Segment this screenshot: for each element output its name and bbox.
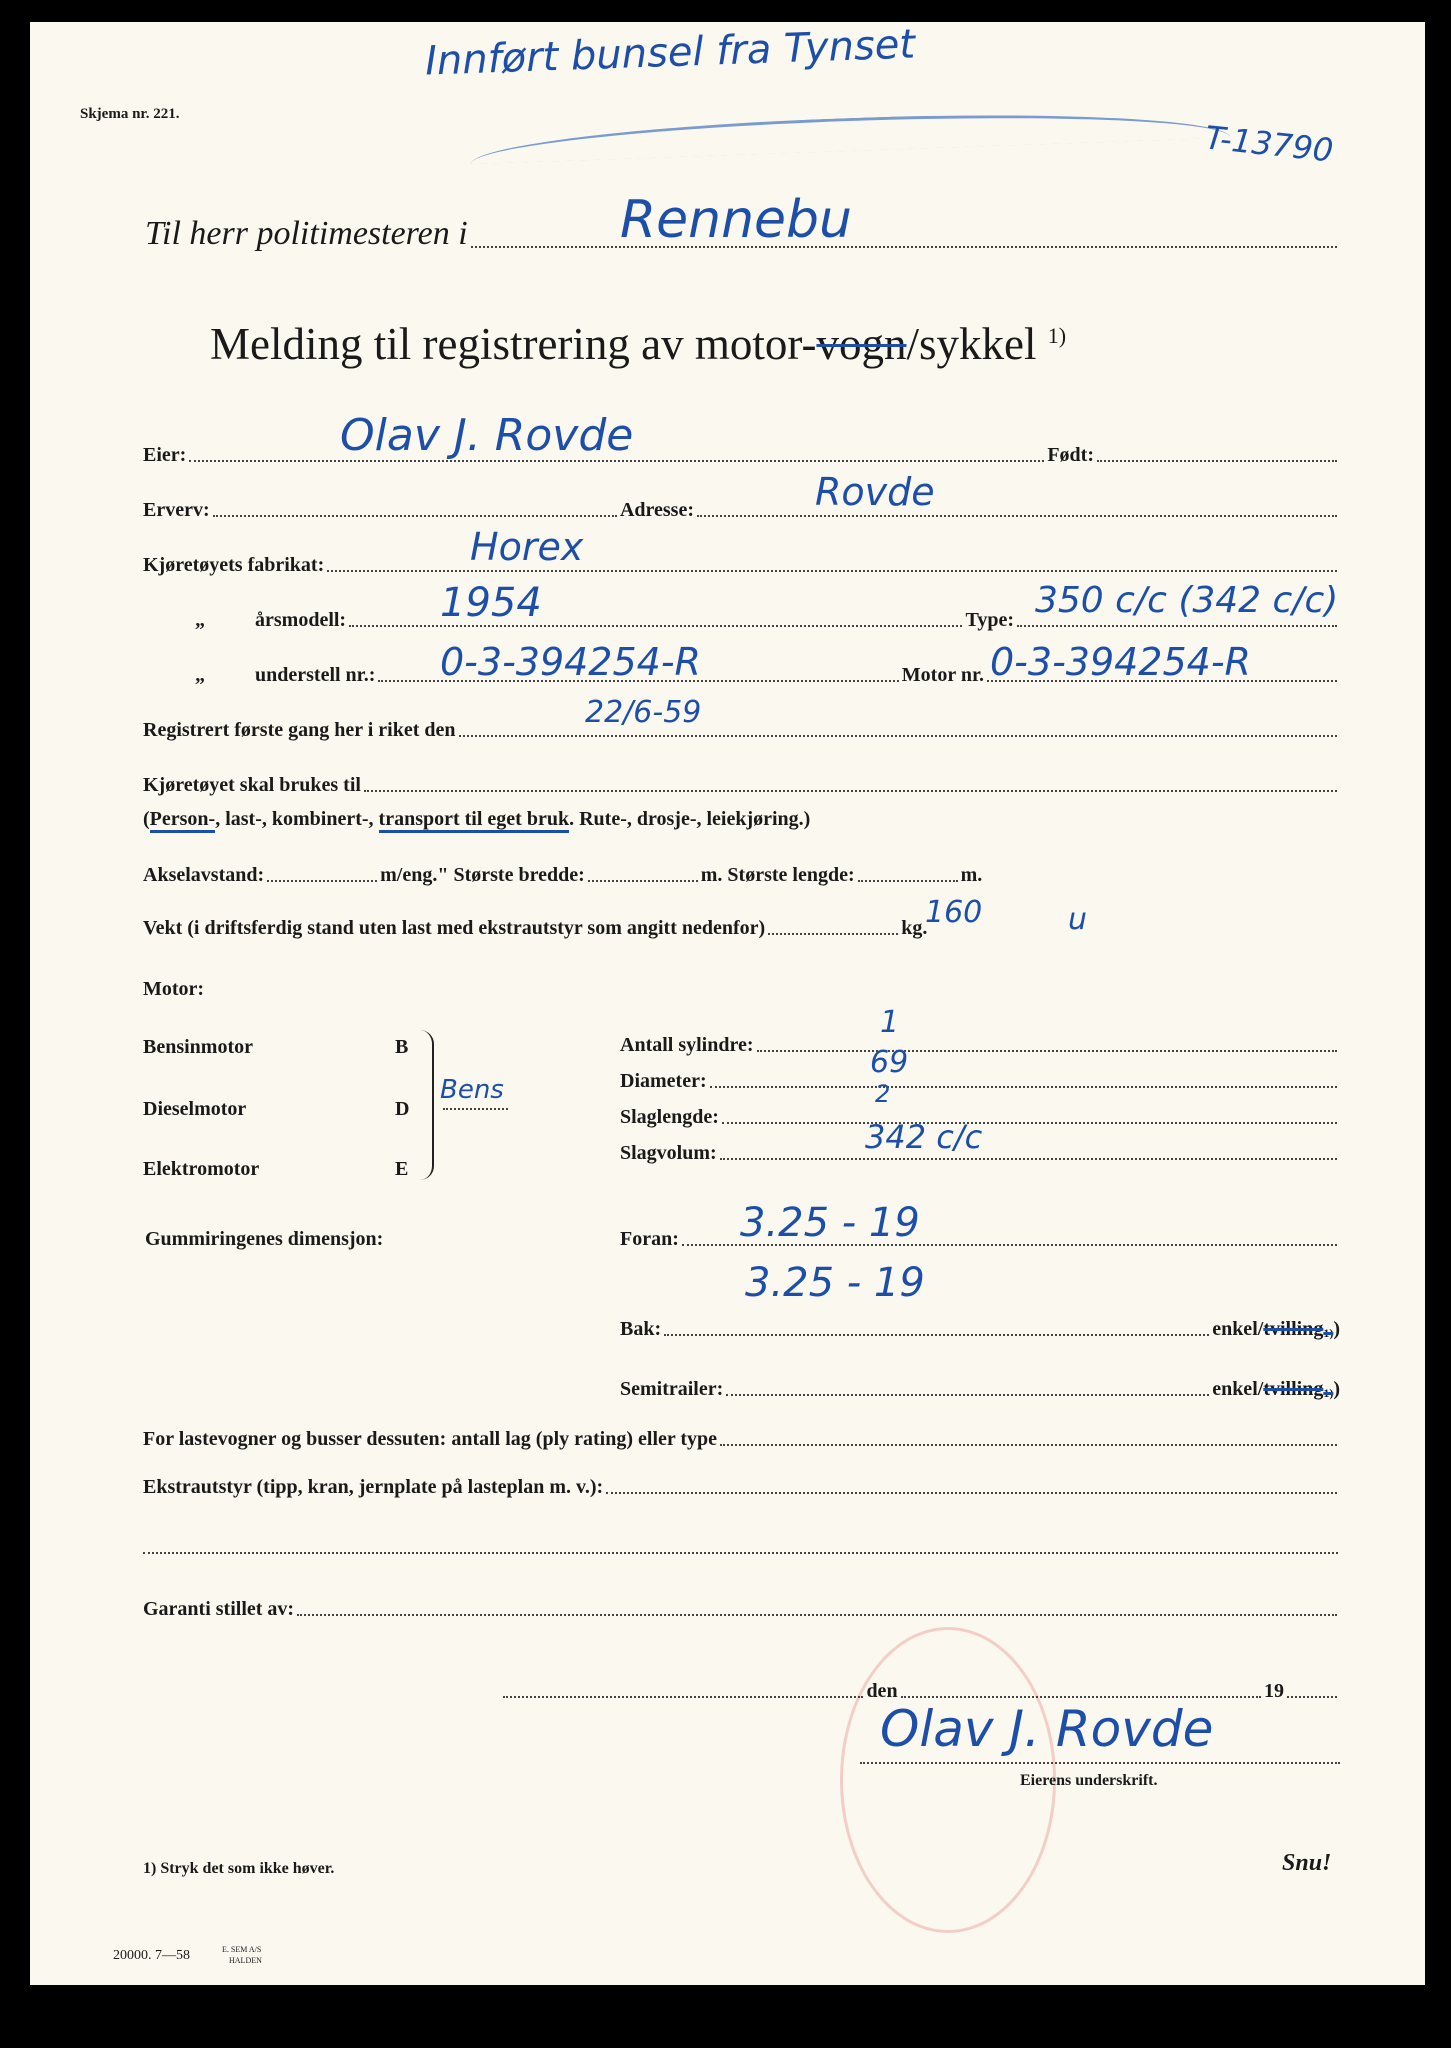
address-value[interactable]: Rovde — [815, 470, 935, 514]
usage-options: (Person-, last-, kombinert-, transport til eget bruk. Rute-, drosje-, leiekjøring.) — [143, 808, 810, 831]
addressee-label: Til herr politimesteren i — [145, 215, 468, 252]
stroke-row: Slaglengde: — [620, 1106, 1340, 1129]
registration-number: T-13790 — [1203, 118, 1335, 170]
place-date-row: den 19 — [500, 1680, 1340, 1703]
chassis-row: „ understell nr.: Motor nr. — [195, 664, 1340, 687]
dimensions-row: Akselavstand: m/eng." Største bredde: m. Største lengde: m. — [143, 864, 983, 886]
weight-extra: u — [1068, 902, 1088, 937]
motor-type-petrol: Bensinmotor — [143, 1036, 253, 1058]
motor-type-electric: Elektromotor — [143, 1158, 260, 1180]
signature-line — [860, 1762, 1340, 1764]
make-value[interactable]: Horex — [470, 525, 584, 569]
guarantee-row: Garanti stillet av: — [143, 1598, 1340, 1621]
diameter-value[interactable]: 69 — [870, 1045, 909, 1080]
chassis-value[interactable]: 0-3-394254-R — [440, 640, 701, 684]
motor-code-petrol: B — [395, 1036, 409, 1058]
weight-value[interactable]: 160 — [925, 895, 983, 930]
printer-line1: E. SEM A/S — [222, 1945, 262, 1954]
signature-caption: Eierens underskrift. — [1020, 1772, 1158, 1789]
diameter-row: Diameter: — [620, 1070, 1340, 1093]
occupation-row: Erverv: Adresse: — [143, 499, 1340, 522]
make-row: Kjøretøyets fabrikat: — [143, 554, 1340, 577]
first-registered-row: Registrert første gang her i riket den — [143, 719, 1340, 742]
addressee-value[interactable]: Rennebu — [620, 190, 852, 250]
owner-row: Eier: Født: — [143, 444, 1340, 467]
stroke-value[interactable]: 2 — [875, 1080, 891, 1108]
trucks-row: For lastevogner og busser dessuten: antall lag (ply rating) eller type — [143, 1428, 1340, 1451]
rear-tire-value[interactable]: 3.25 - 19 — [745, 1260, 925, 1306]
form-number: Skjema nr. 221. — [80, 106, 180, 122]
volume-value[interactable]: 342 c/c — [865, 1118, 983, 1156]
usage-row: Kjøretøyet skal brukes til — [143, 774, 1340, 797]
model-year-row: „ årsmodell: Type: — [195, 609, 1340, 632]
first-registered-value[interactable]: 22/6-59 — [585, 695, 702, 730]
handwritten-note: Innført bunsel fra Tynset — [424, 21, 916, 85]
cylinders-row: Antall sylindre: — [620, 1034, 1340, 1057]
motor-selection-line — [443, 1108, 508, 1110]
motor-type-diesel: Dieselmotor — [143, 1098, 247, 1120]
turn-over: Snu! — [1282, 1850, 1332, 1876]
weight-row: Vekt (i driftsferdig stand uten last med ekstrautstyr som angitt nedenfor) kg. — [143, 917, 928, 939]
tires-label: Gummiringenes dimensjon: — [145, 1228, 384, 1250]
motor-code-electric: E — [395, 1158, 409, 1180]
front-tire-row: Foran: — [620, 1228, 1340, 1251]
rear-tire-row: Bak: enkel/ tvilling $_{1)}$ ) — [620, 1318, 1340, 1340]
model-year-value[interactable]: 1954 — [440, 580, 542, 626]
volume-row: Slagvolum: — [620, 1142, 1340, 1165]
motor-code-diesel: D — [395, 1098, 410, 1120]
motor-number-value[interactable]: 0-3-394254-R — [990, 640, 1251, 684]
semitrailer-row: Semitrailer: enkel/ tvilling $_{1)}$ ) — [620, 1378, 1340, 1400]
cylinders-value[interactable]: 1 — [880, 1005, 900, 1040]
owner-signature: Olav J. Rovde — [880, 1700, 1214, 1758]
motor-selection-value[interactable]: Bens — [440, 1075, 504, 1105]
front-tire-value[interactable]: 3.25 - 19 — [740, 1200, 920, 1246]
print-info: 20000. 7—58 — [113, 1948, 190, 1963]
page-title: Melding til registrering av motor-vogn/sykkel $^{1)}$ — [210, 319, 1067, 369]
owner-value[interactable]: Olav J. Rovde — [340, 410, 634, 461]
footnote: 1) Stryk det som ikke høver. — [143, 1860, 335, 1877]
motor-label: Motor: — [143, 978, 205, 1000]
type-value[interactable]: 350 c/c (342 c/c) — [1035, 580, 1339, 621]
printer-line2: HALDEN — [229, 1956, 262, 1965]
brace — [418, 1030, 434, 1180]
blank-line — [143, 1552, 1338, 1554]
extra-equipment-row: Ekstrautstyr (tipp, kran, jernplate på lasteplan m. v.): — [143, 1476, 1340, 1499]
